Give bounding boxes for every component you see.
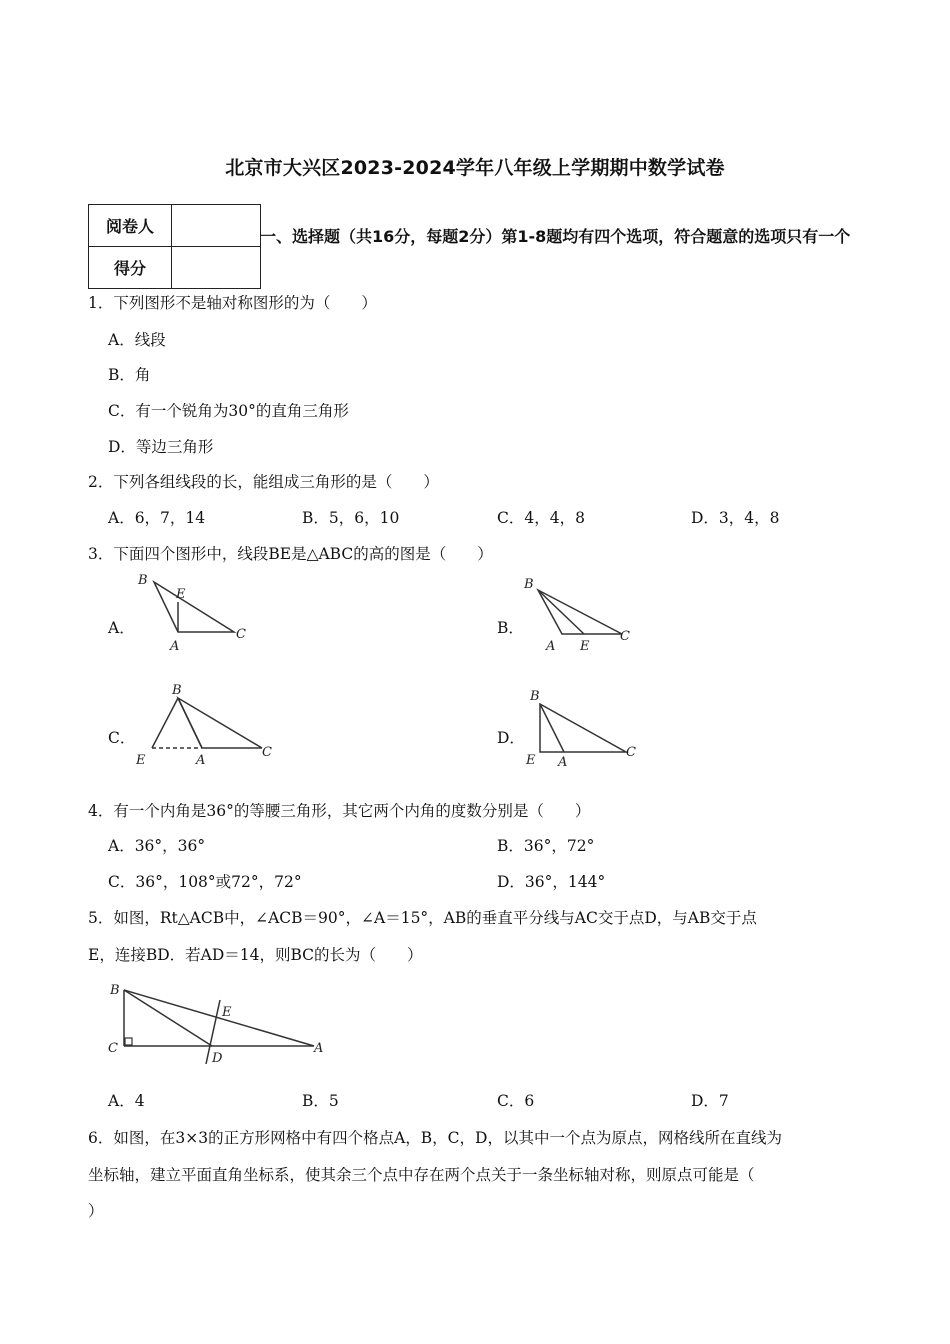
q1-stem: 1．下列图形不是轴对称图形的为（ ）: [88, 294, 377, 312]
q3a-label-a: A: [170, 639, 180, 654]
score-field[interactable]: [172, 247, 261, 289]
q3-option-d[interactable]: D．: [497, 729, 525, 747]
q4-option-d[interactable]: D．36°，144°: [497, 873, 606, 891]
q1-option-c[interactable]: C．有一个锐角为30°的直角三角形: [108, 402, 349, 420]
q3a-label-b: B: [138, 573, 148, 588]
q3b-segment-be: [538, 590, 584, 634]
q5-stem-line2: E，连接BD．若AD＝14，则BC的长为（ ）: [88, 946, 423, 964]
q6-stem-line2: 坐标轴，建立平面直角坐标系，使其余三个点中存在两个点关于一条坐标轴对称，则原点可能是（: [88, 1166, 755, 1184]
q3-option-a[interactable]: A．: [108, 619, 135, 637]
q3d-label-e: E: [526, 753, 536, 768]
q4-option-a[interactable]: A．36°，36°: [108, 837, 206, 855]
q3-figure-b: [520, 568, 640, 660]
q5-side-ba: [124, 990, 314, 1046]
q6-stem-line1: 6．如图，在3×3的正方形网格中有四个格点A，B，C，D，以其中一个点为原点，网格线所在直线为: [88, 1129, 782, 1147]
q2-stem: 2．下列各组线段的长，能组成三角形的是（ ）: [88, 473, 439, 491]
q2-option-c[interactable]: C．4，4，8: [497, 509, 585, 527]
reviewer-field[interactable]: [172, 205, 261, 247]
q1-option-a[interactable]: A．线段: [108, 331, 166, 349]
q2-option-d[interactable]: D．3，4，8: [691, 509, 780, 527]
q5-right-angle-mark: [125, 1038, 132, 1045]
q5-option-b[interactable]: B．5: [302, 1092, 339, 1110]
q3b-triangle: [538, 590, 622, 634]
grader-table: [88, 204, 261, 289]
q5-label-a: A: [314, 1041, 324, 1056]
q4-option-b[interactable]: B．36°，72°: [497, 837, 595, 855]
q3d-label-c: C: [626, 745, 636, 760]
q3b-label-a: A: [546, 639, 556, 654]
q3d-label-a: A: [558, 755, 568, 770]
q3b-label-b: B: [524, 577, 534, 592]
q3-figure-c: [130, 680, 280, 772]
q3c-segment-be: [152, 698, 178, 748]
q6-stem-line3: ）: [88, 1202, 104, 1220]
reviewer-label: 阅卷人: [89, 205, 172, 247]
q5-figure: [100, 978, 340, 1070]
q1-option-d[interactable]: D．等边三角形: [108, 438, 214, 456]
q3c-label-a: A: [196, 753, 206, 768]
q5-stem-line1: 5．如图，Rt△ACB中，∠ACB＝90°，∠A＝15°，AB的垂直平分线与AC交于点D，与AB交于点: [88, 909, 757, 927]
q2-option-a[interactable]: A．6，7，14: [108, 509, 206, 527]
score-label: 得分: [89, 247, 172, 289]
q1-option-b[interactable]: B．角: [108, 366, 151, 384]
q3-stem: 3．下面四个图形中，线段BE是△ABC的高的图是（ ）: [88, 545, 493, 563]
q5-segment-bd: [124, 990, 212, 1046]
q3c-label-b: B: [172, 683, 182, 698]
q5-label-b: B: [110, 983, 120, 998]
section-heading: 一、选择题（共16分，每题2分）第1-8题均有四个选项，符合题意的选项只有一个: [260, 227, 851, 246]
q3d-label-b: B: [530, 689, 540, 704]
q3a-triangle: [154, 582, 234, 632]
q3d-triangle-ebc: [540, 704, 626, 752]
q3a-label-c: C: [236, 627, 246, 642]
q3b-label-e: E: [580, 639, 590, 654]
q5-option-a[interactable]: A．4: [108, 1092, 145, 1110]
q2-option-b[interactable]: B．5，6，10: [302, 509, 400, 527]
page-title: 北京市大兴区2023-2024学年八年级上学期期中数学试卷: [225, 157, 725, 179]
q3a-label-e: E: [176, 587, 186, 602]
q3-figure-a: [130, 568, 260, 658]
q3-option-b[interactable]: B．: [497, 619, 524, 637]
q3-option-c[interactable]: C．: [108, 729, 136, 747]
q5-option-c[interactable]: C．6: [497, 1092, 535, 1110]
q4-stem: 4．有一个内角是36°的等腰三角形，其它两个内角的度数分别是（ ）: [88, 802, 591, 820]
q4-option-c[interactable]: C．36°，108°或72°，72°: [108, 873, 302, 891]
q3-figure-d: [520, 682, 650, 774]
q5-label-e: E: [222, 1005, 232, 1020]
q3b-label-c: C: [620, 629, 630, 644]
q3c-label-c: C: [262, 745, 272, 760]
q5-option-d[interactable]: D．7: [691, 1092, 729, 1110]
q5-label-d: D: [212, 1051, 223, 1066]
q5-label-c: C: [108, 1041, 118, 1056]
q3c-label-e: E: [136, 753, 146, 768]
